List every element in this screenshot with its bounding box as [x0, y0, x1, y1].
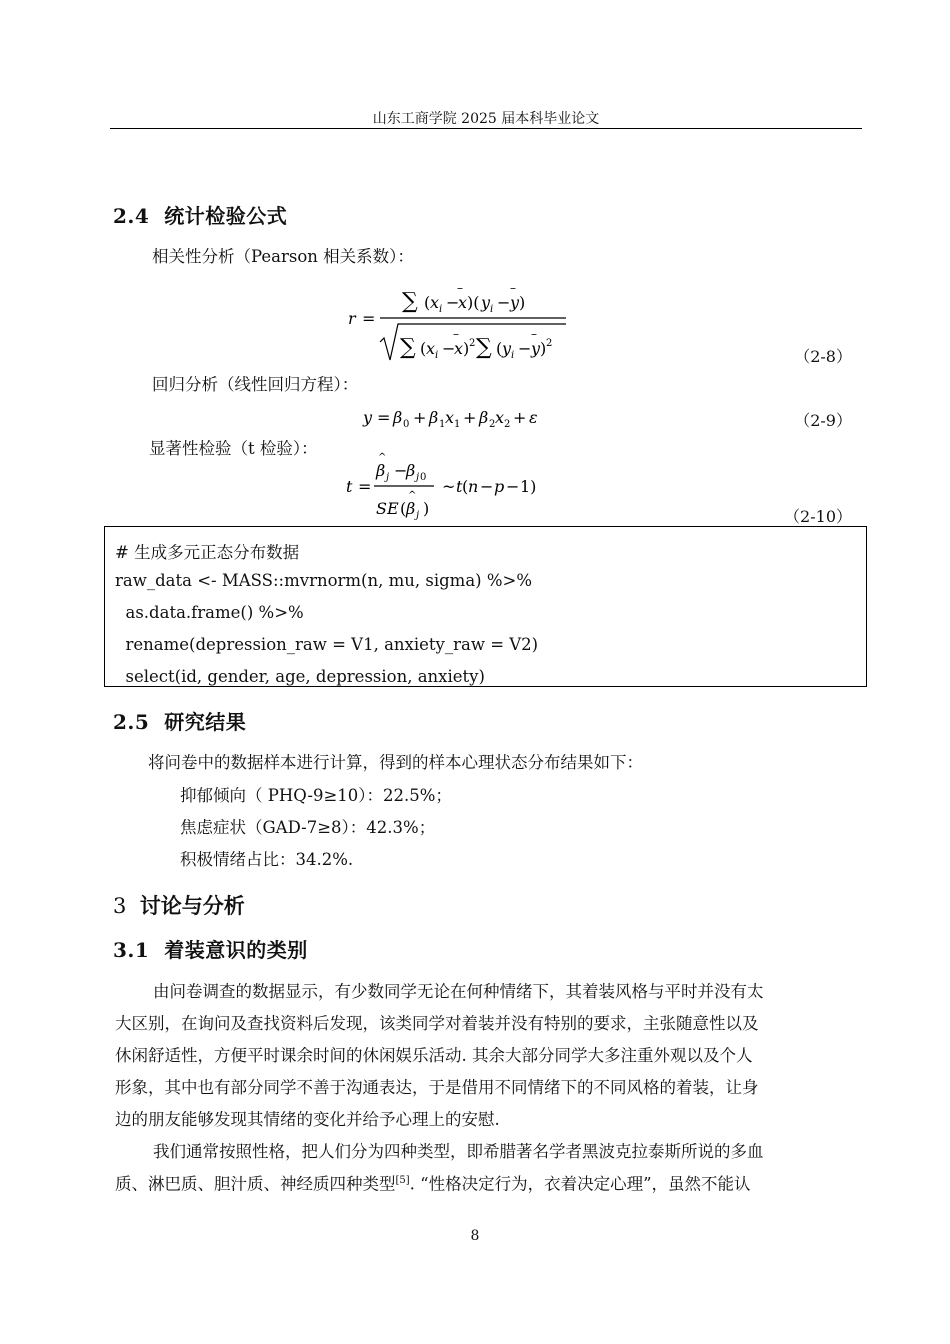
equation-number-2-10: （2-10）: [784, 507, 852, 526]
svg-text:^: ^: [378, 452, 387, 463]
svg-text:=: =: [377, 408, 391, 427]
svg-text:y: y: [481, 293, 491, 312]
svg-text:n: n: [468, 477, 479, 496]
svg-text:+: +: [413, 408, 427, 427]
svg-text:x: x: [454, 339, 464, 358]
svg-text:2: 2: [546, 338, 553, 349]
code-line: raw_data <- MASS::mvrnorm(n, mu, sigma) %>%: [115, 571, 533, 590]
svg-text:i: i: [435, 350, 439, 361]
paragraph-line: 由问卷调查的数据显示，有少数同学无论在何种情绪下，其着装风格与平时并没有太: [153, 982, 764, 1001]
svg-text:0: 0: [403, 419, 410, 430]
svg-text:−: −: [442, 339, 456, 358]
svg-text:x: x: [445, 408, 455, 427]
svg-text:−: −: [497, 293, 511, 312]
svg-text:): ): [519, 293, 526, 312]
svg-text:i: i: [511, 350, 515, 361]
code-block: [104, 526, 867, 687]
section-title: 统计检验公式: [164, 204, 288, 228]
equation-number-2-8: （2-8）: [794, 347, 852, 366]
svg-text:β: β: [406, 461, 416, 480]
svg-text:∑: ∑: [476, 335, 492, 360]
svg-text:p: p: [494, 477, 505, 496]
code-line: rename(depression_raw = V1, anxiety_raw = V2): [115, 635, 539, 654]
svg-text:−: −: [480, 477, 494, 496]
svg-text:y: y: [510, 293, 520, 312]
svg-text:−: −: [518, 339, 532, 358]
svg-text:1: 1: [439, 419, 446, 430]
svg-text:^: ^: [408, 490, 417, 501]
svg-text:−: −: [506, 477, 520, 496]
svg-text:(: (: [424, 293, 431, 312]
svg-text:1): 1): [520, 477, 537, 496]
header-rule: [110, 128, 862, 129]
paragraph-line: 大区别，在询问及查找资料后发现，该类同学对着装并没有特别的要求，主张随意性以及: [115, 1014, 759, 1033]
paragraph-text: . “性格决定行为，衣着决定心理”，虽然不能认: [409, 1174, 751, 1194]
paragraph-line: 边的朋友能够发现其情绪的变化并给予心理上的安慰.: [115, 1110, 500, 1129]
pearson-formula: [340, 280, 580, 370]
section-number: 2.4: [113, 204, 150, 228]
result-item: 积极情绪占比：34.2%.: [180, 850, 354, 869]
svg-text:β: β: [393, 408, 403, 427]
svg-text:x: x: [430, 293, 440, 312]
section-2-5-heading: [113, 706, 246, 735]
svg-text:y: y: [531, 339, 541, 358]
svg-text:i: i: [439, 304, 443, 315]
result-item: 焦虑症状（GAD-7≥8）：42.3%；: [180, 818, 436, 837]
result-item: 抑郁倾向（ PHQ-9≥10）：22.5%；: [180, 786, 452, 805]
paragraph-line: 我们通常按照性格，把人们分为四种类型，即希腊著名学者黑波克拉泰斯所说的多血: [153, 1142, 764, 1161]
section-number: 3: [113, 894, 127, 918]
svg-text:0: 0: [420, 472, 427, 483]
svg-text:β: β: [429, 408, 439, 427]
svg-text:j: j: [386, 472, 390, 483]
svg-text:+: +: [513, 408, 527, 427]
section-number: 3.1: [113, 938, 150, 962]
svg-text:): ): [540, 339, 547, 358]
code-line: select(id, gender, age, depression, anxiety): [115, 667, 485, 686]
section-3-1-heading: [113, 934, 308, 963]
svg-text:)(: )(: [467, 293, 480, 312]
svg-text:=: =: [358, 477, 372, 496]
svg-text:j: j: [416, 510, 420, 521]
svg-text:β: β: [479, 408, 489, 427]
regression-formula: [355, 403, 575, 433]
svg-text:1: 1: [454, 419, 461, 430]
svg-text:–: –: [510, 281, 516, 295]
svg-text:(: (: [496, 339, 503, 358]
svg-text:β: β: [406, 499, 416, 518]
equation-number-2-9: （2-9）: [794, 411, 852, 430]
paragraph-line: 形象，其中也有部分同学不善于沟通表达，于是借用不同情绪下的不同风格的着装，让身: [115, 1078, 759, 1097]
svg-text:): ): [463, 339, 470, 358]
section-title: 着装意识的类别: [164, 938, 308, 962]
ttest-formula: [340, 448, 560, 524]
svg-text:~: ~: [442, 477, 456, 496]
svg-text:SE: SE: [376, 499, 399, 518]
page-number: 8: [470, 1228, 480, 1244]
running-header: 山东工商学院 2025 届本科毕业论文: [372, 111, 600, 127]
svg-text:−: −: [446, 293, 460, 312]
svg-text:∑: ∑: [400, 335, 416, 360]
pearson-label: 相关性分析（Pearson 相关系数）：: [152, 247, 414, 266]
svg-text:=: =: [362, 309, 376, 328]
svg-text:ε: ε: [529, 408, 538, 427]
section-number: 2.5: [113, 710, 150, 734]
paragraph-text: 质、淋巴质、胆汁质、神经质四种类型: [115, 1174, 396, 1194]
section-title: 讨论与分析: [139, 893, 245, 918]
paragraph-line: [115, 1176, 751, 1193]
svg-text:y: y: [502, 339, 512, 358]
code-line: # 生成多元正态分布数据: [115, 543, 300, 562]
svg-text:−: −: [394, 461, 408, 480]
svg-text:–: –: [453, 327, 459, 341]
svg-text:x: x: [458, 293, 468, 312]
ttest-label: 显著性检验（t 检验）：: [149, 439, 318, 458]
citation-link[interactable]: [5]: [395, 1175, 410, 1186]
svg-text:t: t: [456, 477, 463, 496]
svg-text:(: (: [400, 499, 407, 518]
svg-text:t: t: [346, 477, 353, 496]
svg-text:β: β: [376, 461, 386, 480]
regression-label: 回归分析（线性回归方程）：: [152, 375, 359, 394]
svg-text:∑: ∑: [402, 289, 418, 314]
svg-text:i: i: [490, 304, 494, 315]
svg-text:2: 2: [489, 419, 496, 430]
svg-text:j: j: [416, 472, 420, 483]
svg-text:2: 2: [469, 338, 476, 349]
code-line: as.data.frame() %>%: [115, 603, 304, 622]
svg-text:(: (: [420, 339, 427, 358]
section-2-4-heading: [113, 200, 287, 229]
svg-text:): ): [423, 499, 430, 518]
svg-text:x: x: [495, 408, 505, 427]
svg-text:2: 2: [504, 419, 511, 430]
section-3-heading: [113, 890, 245, 920]
results-intro: 将问卷中的数据样本进行计算，得到的样本心理状态分布结果如下：: [148, 753, 643, 772]
svg-text:–: –: [531, 327, 537, 341]
paragraph-line: 休闲舒适性，方便平时课余时间的休闲娱乐活动. 其余大部分同学大多注重外观以及个人: [115, 1046, 753, 1065]
svg-text:(: (: [462, 477, 469, 496]
svg-text:r: r: [348, 309, 356, 328]
svg-text:–: –: [457, 281, 463, 295]
svg-text:+: +: [463, 408, 477, 427]
svg-text:x: x: [426, 339, 436, 358]
svg-text:y: y: [363, 408, 373, 427]
section-title: 研究结果: [164, 710, 247, 734]
